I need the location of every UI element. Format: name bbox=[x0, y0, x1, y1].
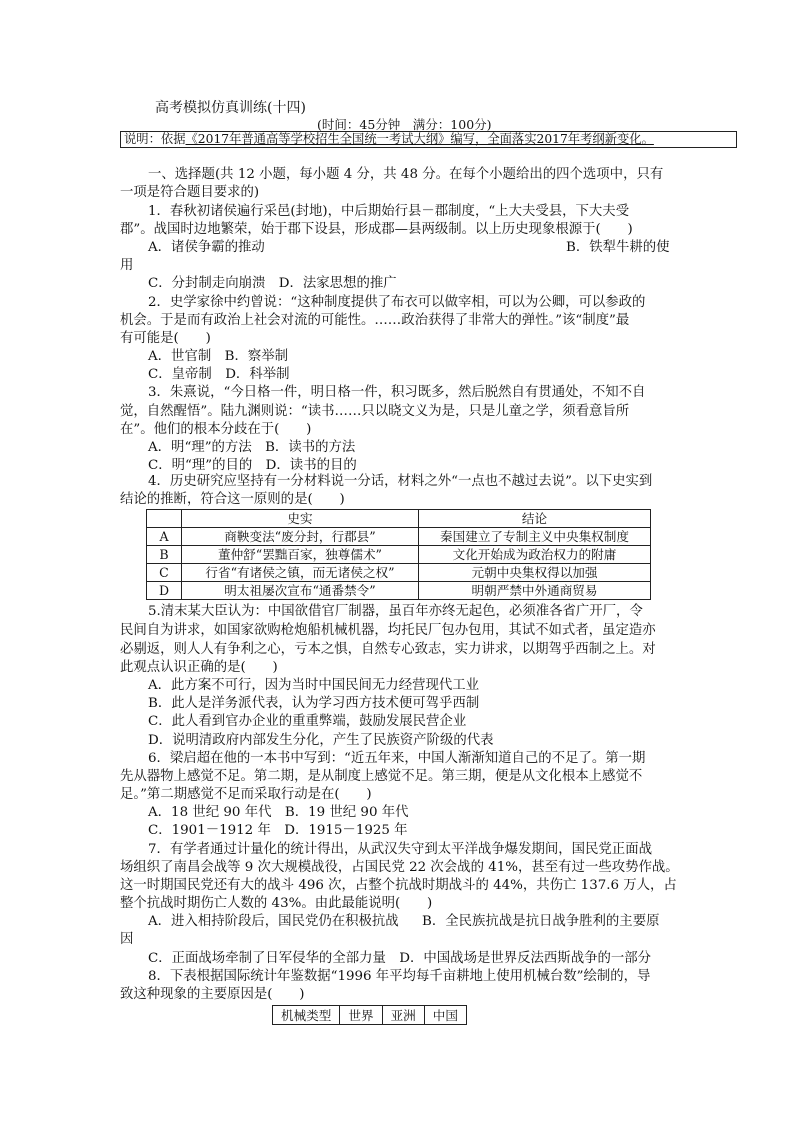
section-heading: 一、选择题(共 12 小题，每小题 4 分，共 48 分。在每个小题给出的四个选项中，只有 bbox=[148, 167, 664, 182]
table-cell: 行省“有诸侯之镇，而无诸侯之权” bbox=[182, 564, 419, 582]
q3-stem-cont: 觉，自然醒悟”。陆九渊则说：“读书……只以晓文义为是，只是儿童之学，须看意旨所 bbox=[120, 404, 630, 419]
q2-options-cd: C．皇帝制 D．科举制 bbox=[148, 367, 290, 382]
table-cell: D bbox=[147, 582, 182, 600]
table-header-cell bbox=[147, 510, 182, 528]
q5-option-a: A．此方案不可行，因为当时中国民间无力经营现代工业 bbox=[148, 678, 480, 693]
table-row bbox=[147, 564, 651, 582]
q1-options-cd: C．分封制走向崩溃 D．法家思想的推广 bbox=[148, 276, 397, 291]
q3-options-cd: C．明“理”的目的 D．读书的目的 bbox=[148, 458, 357, 473]
q2-stem-cont: 机会。于是而有政治上社会对流的可能性。……政治获得了非常大的弹性。”该“制度”最 bbox=[120, 313, 630, 328]
q7-stem-end: 整个抗战时期伤亡人数的 43%。由此最能说明( ) bbox=[120, 896, 433, 911]
q5-stem-cont-2: 必剔返，则人人有争利之心，亏本之惧，自然专心致志，实力讲求，以期驾乎西制之上。对 bbox=[120, 642, 656, 657]
q5-stem-end: 此观点认识正确的是( ) bbox=[120, 660, 278, 675]
table-cell: C bbox=[147, 564, 182, 582]
q4-stem: 4．历史研究应坚持有一分材料说一分话，材料之外“一点也不越过去说”。以下史实到 bbox=[148, 474, 653, 489]
q1-option-a: A．诸侯争霸的推动 bbox=[148, 240, 265, 255]
q5-option-c: C．此人看到官办企业的重重弊端，鼓励发展民营企业 bbox=[148, 714, 467, 729]
table-header-cell: 机械类型 bbox=[273, 1006, 340, 1025]
note-prefix: 说明：依据 bbox=[124, 132, 186, 146]
q8-table bbox=[272, 1005, 467, 1025]
table-header-cell: 史实 bbox=[182, 510, 419, 528]
table-cell: 董仲舒“罢黜百家，独尊儒术” bbox=[182, 546, 419, 564]
q7-options-cd: C．正面战场牵制了日军侵华的全部力量 D．中国战场是世界反法西斯战争的一部分 bbox=[148, 951, 652, 966]
table-cell: B bbox=[147, 546, 182, 564]
q2-stem: 2．史学家徐中约曾说：“这种制度提供了布衣可以做宰相，可以为公卿，可以参政的 bbox=[148, 295, 646, 310]
q3-options-ab: A．明“理”的方法 B．读书的方法 bbox=[148, 440, 356, 455]
table-header-row bbox=[147, 510, 651, 528]
table-cell: 明朝严禁中外通商贸易 bbox=[419, 582, 651, 600]
section-heading-cont: 一项是符合题目要求的) bbox=[120, 185, 260, 200]
table-row bbox=[147, 582, 651, 600]
q3-stem: 3．朱熹说，“今日格一件，明日格一件，积习既多，然后脱然自有贯通处，不知不自 bbox=[148, 385, 646, 400]
q7-option-a: A．进入相持阶段后，国民党仍在积极抗战 bbox=[148, 914, 399, 929]
q8-stem-cont: 致这种现象的主要原因是( ) bbox=[120, 987, 305, 1002]
q6-stem-cont: 先从器物上感觉不足。第二期，是从制度上感觉不足。第三期，便是从文化根本上感觉不 bbox=[120, 769, 643, 784]
table-row bbox=[147, 546, 651, 564]
table-header-cell: 世界 bbox=[340, 1006, 382, 1025]
q7-stem-cont-2: 这一时期国民党还有大的战斗 496 次，占整个抗战时期战斗的 44%，共伤亡 137.6 万人，占 bbox=[120, 878, 677, 893]
q1-stem-cont: 郡”。战国时边地繁荣，始于郡下设县，形成郡—县两级制。以上历史现象根源于( ) bbox=[120, 222, 633, 237]
q1-stem: 1．春秋初诸侯遍行采邑(封地)，中后期始行县－郡制度，“上大夫受县，下大夫受 bbox=[148, 204, 630, 219]
table-cell: 明太祖屡次宣布“通番禁令” bbox=[182, 582, 419, 600]
table-cell: 秦国建立了专制主义中央集权制度 bbox=[419, 528, 651, 546]
q6-stem: 6．梁启超在他的一本书中写到：“近五年来，中国人渐渐知道自己的不足了。第一期 bbox=[148, 751, 646, 766]
q1-option-b: B．铁犁牛耕的使 bbox=[566, 240, 670, 255]
table-cell: A bbox=[147, 528, 182, 546]
q7-stem-cont: 场组织了南昌会战等 9 次大规模战役，占国民党 22 次会战的 41%，甚至有过一些攻势作战。 bbox=[120, 860, 679, 875]
q7-option-b-cont: 因 bbox=[120, 932, 134, 947]
table-header-cell: 亚洲 bbox=[382, 1006, 424, 1025]
q6-stem-end: 足。”第二期感觉不足而采取行动是在( ) bbox=[120, 787, 372, 802]
q6-options-cd: C．1901－1912 年 D．1915－1925 年 bbox=[148, 823, 408, 838]
page-title: 高考模拟仿真训练(十四) bbox=[155, 100, 306, 116]
q1-option-b-cont: 用 bbox=[120, 258, 134, 273]
time-info: (时间：45分钟 满分：100分) bbox=[317, 117, 492, 132]
q3-stem-end: 在”。他们的根本分歧在于( ) bbox=[120, 422, 312, 437]
table-header-cell: 中国 bbox=[424, 1006, 466, 1025]
q4-stem-cont: 结论的推断，符合这一原则的是( ) bbox=[120, 492, 345, 507]
q2-options-ab: A．世官制 B．察举制 bbox=[148, 349, 289, 364]
q8-stem: 8．下表根据国际统计年鉴数据“1996 年平均每千亩耕地上使用机械台数”绘制的，导 bbox=[148, 969, 651, 984]
table-header-row bbox=[273, 1006, 467, 1025]
q7-stem: 7．有学者通过计量化的统计得出，从武汉失守到太平洋战争爆发期间，国民党正面战 bbox=[148, 842, 652, 857]
q7-option-b: B．全民族抗战是抗日战争胜利的主要原 bbox=[422, 914, 660, 929]
table-cell: 商鞅变法“废分封，行郡县” bbox=[182, 528, 419, 546]
q5-option-d: D．说明清政府内部发生分化，产生了民族资产阶级的代表 bbox=[148, 733, 494, 748]
table-row bbox=[147, 528, 651, 546]
q6-options-ab: A．18 世纪 90 年代 B．19 世纪 90 年代 bbox=[148, 805, 409, 820]
q5-option-b: B．此人是洋务派代表，认为学习西方技术便可驾乎西制 bbox=[148, 696, 480, 711]
q2-stem-end: 有可能是( ) bbox=[120, 331, 211, 346]
q4-table bbox=[146, 509, 651, 600]
table-cell: 元朝中央集权得以加强 bbox=[419, 564, 651, 582]
table-cell: 文化开始成为政治权力的附庸 bbox=[419, 546, 651, 564]
note-text: 《2017年普通高等学校招生全国统一考试大纲》编写，全面落实2017年考纲新变化。 bbox=[185, 132, 654, 146]
q5-stem: 5.清末某大臣认为：中国欲借官厂制器，虽百年亦终无起色，必须准各省广开厂，令 bbox=[148, 604, 643, 619]
note-box bbox=[120, 131, 737, 148]
q5-stem-cont: 民间自为讲求，如国家欲购枪炮船机械机器，均托民厂包办包用，其试不如式者，虽定造亦 bbox=[120, 623, 656, 638]
table-header-cell: 结论 bbox=[419, 510, 651, 528]
